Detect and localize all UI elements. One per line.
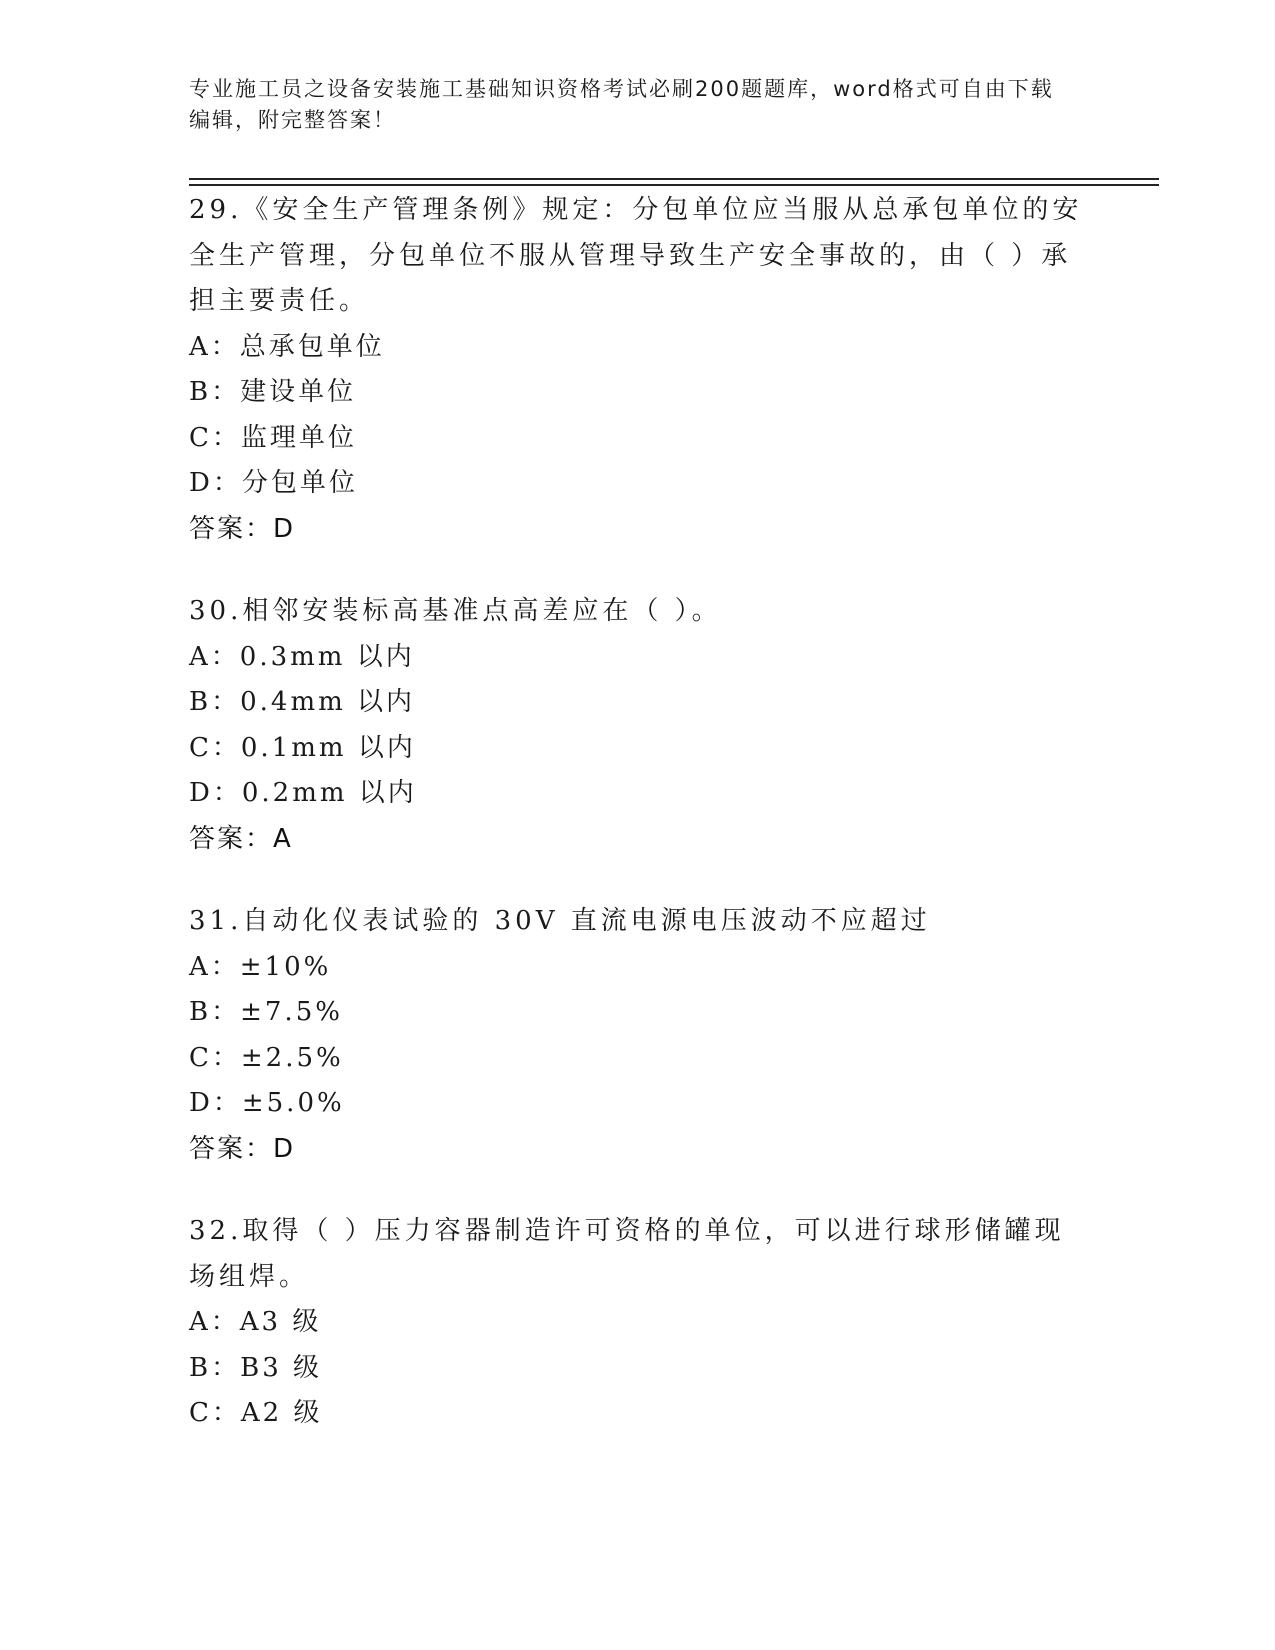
- question-32: [189, 1209, 1089, 1437]
- option-a: A：A3 级: [189, 1307, 322, 1337]
- header-rule-bottom: [189, 184, 1159, 186]
- option-c: C：A2 级: [189, 1398, 323, 1428]
- option-c: C：0.1mm 以内: [189, 732, 416, 763]
- option-b: B：B3 级: [189, 1352, 323, 1383]
- option-d: D：分包单位: [189, 468, 358, 498]
- answer-line: 答案：D: [189, 513, 296, 544]
- option-c: C：监理单位: [189, 422, 357, 453]
- option-d: D：0.2mm 以内: [189, 778, 417, 808]
- answer-line: 答案：D: [189, 1133, 296, 1164]
- question-30: [189, 589, 1089, 862]
- option-b: B：0.4mm 以内: [189, 687, 416, 717]
- question-text: 30.相邻安装标高基准点高差应在（ ）。: [189, 596, 722, 626]
- question-text: 31.自动化仪表试验的 30V 直流电源电压波动不应超过: [189, 906, 931, 936]
- option-a: A：±10%: [189, 951, 332, 982]
- document-header: 专业施工员之设备安装施工基础知识资格考试必刷200题题库，word格式可自由下载编辑，附完整答案！: [189, 77, 1054, 132]
- option-b: B：±7.5%: [189, 997, 343, 1027]
- option-c: C：±2.5%: [189, 1042, 344, 1073]
- question-list: [189, 188, 1089, 1474]
- option-a: A：总承包单位: [189, 331, 385, 362]
- option-a: A：0.3mm 以内: [189, 641, 415, 672]
- header-rule-top: [189, 178, 1159, 180]
- question-text: 29.《安全生产管理条例》规定：分包单位应当服从总承包单位的安全生产管理，分包单位不服从管理导致生产安全事故的，由（ ）承担主要责任。: [189, 195, 1083, 316]
- answer-line: 答案：A: [189, 823, 293, 854]
- question-31: [189, 899, 1089, 1172]
- question-29: [189, 188, 1089, 552]
- question-text: 32.取得（ ）压力容器制造许可资格的单位，可以进行球形储罐现场组焊。: [189, 1216, 1065, 1292]
- option-b: B：建设单位: [189, 377, 357, 407]
- option-d: D：±5.0%: [189, 1088, 345, 1118]
